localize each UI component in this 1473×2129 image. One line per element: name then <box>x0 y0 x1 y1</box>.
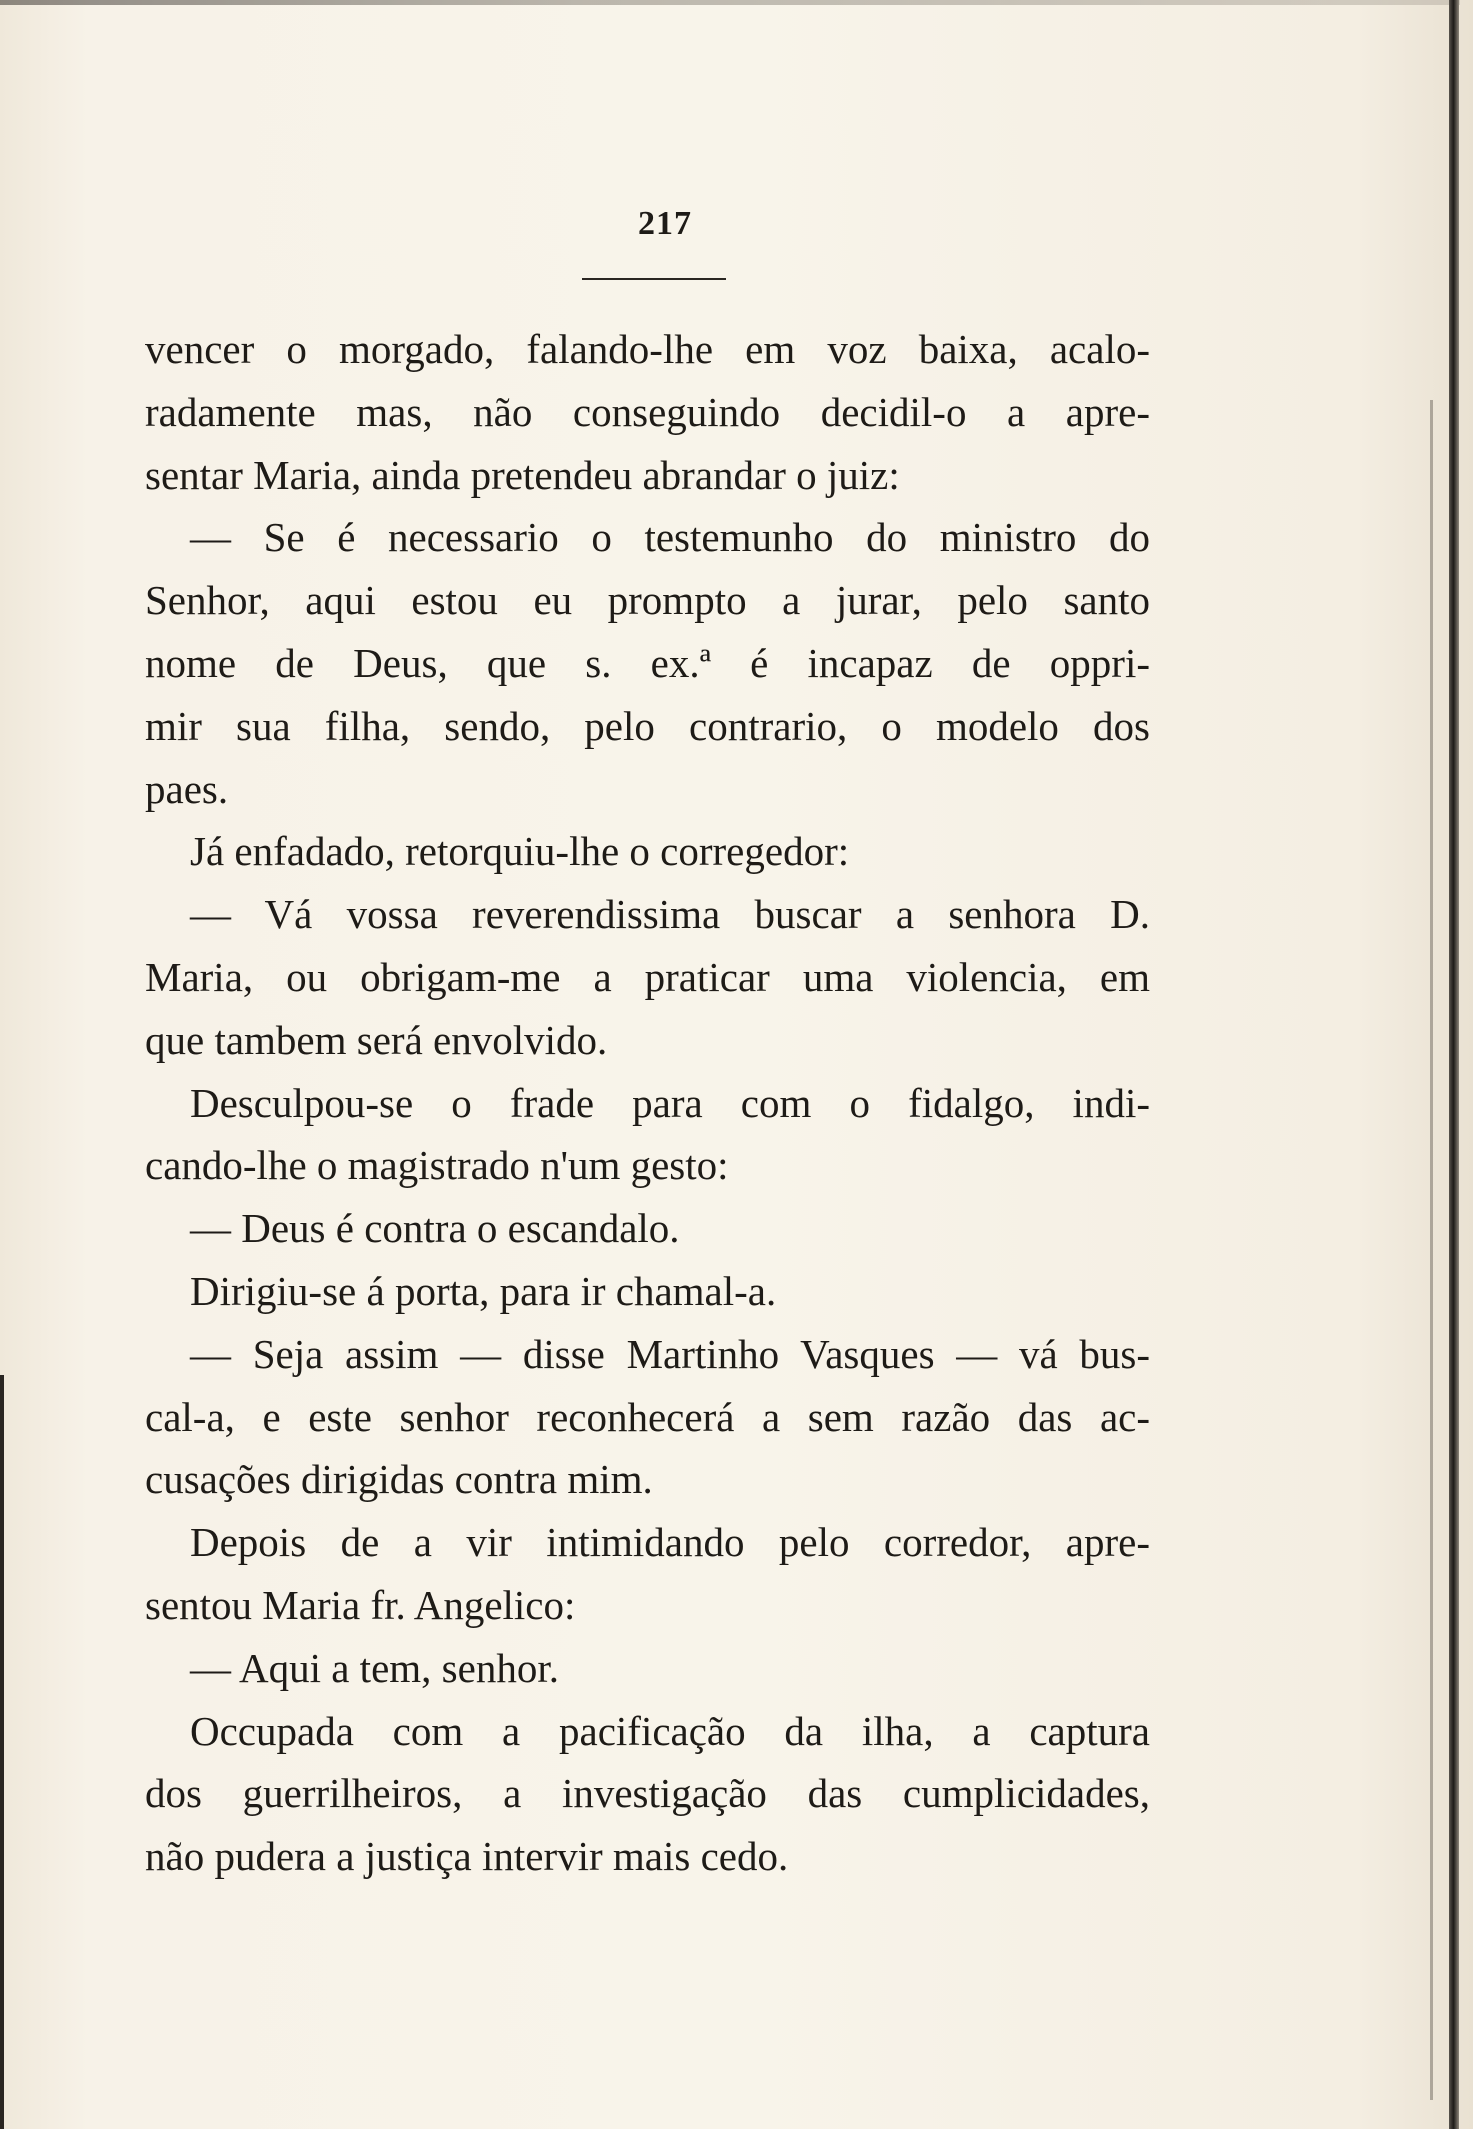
text-line: Maria, ou obrigam-me a praticar uma violencia, em <box>145 953 1150 1000</box>
text-line: — Seja assim — disse Martinho Vasques — vá bus- <box>190 1330 1150 1377</box>
text-line: Senhor, aqui estou eu prompto a jurar, pelo santo <box>145 577 1150 624</box>
paragraph <box>145 1511 1150 1637</box>
text-line: cal-a, e este senhor reconhecerá a sem razão das ac- <box>145 1393 1150 1440</box>
text-line: cando-lhe o magistrado n'um gesto: <box>145 1142 729 1189</box>
text-line: sentou Maria fr. Angelico: <box>145 1581 576 1628</box>
text-line: sentar Maria, ainda pretendeu abrandar o juiz: <box>145 451 900 498</box>
text-line: não pudera a justiça intervir mais cedo. <box>145 1833 789 1880</box>
paragraph <box>145 1260 1150 1323</box>
page-right-edge <box>1449 0 1459 2129</box>
paragraph <box>145 1323 1150 1511</box>
text-line: vencer o morgado, falando-lhe em voz baixa, acalo- <box>145 326 1150 372</box>
text-line: Dirigiu-se á porta, para ir chamal-a. <box>190 1267 777 1314</box>
text-line: paes. <box>145 765 229 812</box>
text-line: Já enfadado, retorquiu-lhe o corregedor: <box>190 828 850 875</box>
text-line: dos guerrilheiros, a investigação das cumplicidades, <box>145 1770 1150 1817</box>
paragraph <box>145 1637 1150 1700</box>
paragraph <box>145 1700 1150 1888</box>
text-line: nome de Deus, que s. ex.ª é incapaz de oppri- <box>145 639 1150 686</box>
page-number: 217 <box>638 205 692 242</box>
paragraph <box>145 1197 1150 1260</box>
text-line: cusações dirigidas contra mim. <box>145 1456 653 1503</box>
body-text <box>145 318 1150 1888</box>
text-line: Occupada com a pacificação da ilha, a captura <box>190 1707 1150 1754</box>
text-line: mir sua filha, sendo, pelo contrario, o modelo dos <box>145 702 1150 749</box>
paragraph <box>145 318 1150 506</box>
paragraph <box>145 506 1150 820</box>
header-rule <box>582 278 726 280</box>
paragraph <box>145 1072 1150 1198</box>
page-top-edge <box>0 0 1460 5</box>
text-line: radamente mas, não conseguindo decidil-o a apre- <box>145 388 1150 435</box>
text-line: — Vá vossa reverendissima buscar a senhora D. <box>190 891 1150 938</box>
paragraph <box>145 820 1150 883</box>
text-line: que tambem será envolvido. <box>145 1016 608 1063</box>
page-header <box>0 205 1330 243</box>
text-line: — Deus é contra o escandalo. <box>190 1205 680 1252</box>
text-line: — Aqui a tem, senhor. <box>190 1644 559 1691</box>
text-line: Depois de a vir intimidando pelo corredor, apre- <box>190 1519 1150 1566</box>
page-left-edge <box>0 1375 4 2129</box>
paragraph <box>145 883 1150 1071</box>
text-line: Desculpou-se o frade para com o fidalgo, indi- <box>190 1079 1150 1126</box>
text-line: — Se é necessario o testemunho do ministro do <box>190 514 1150 561</box>
page-gutter-shadow <box>1430 400 1433 2100</box>
